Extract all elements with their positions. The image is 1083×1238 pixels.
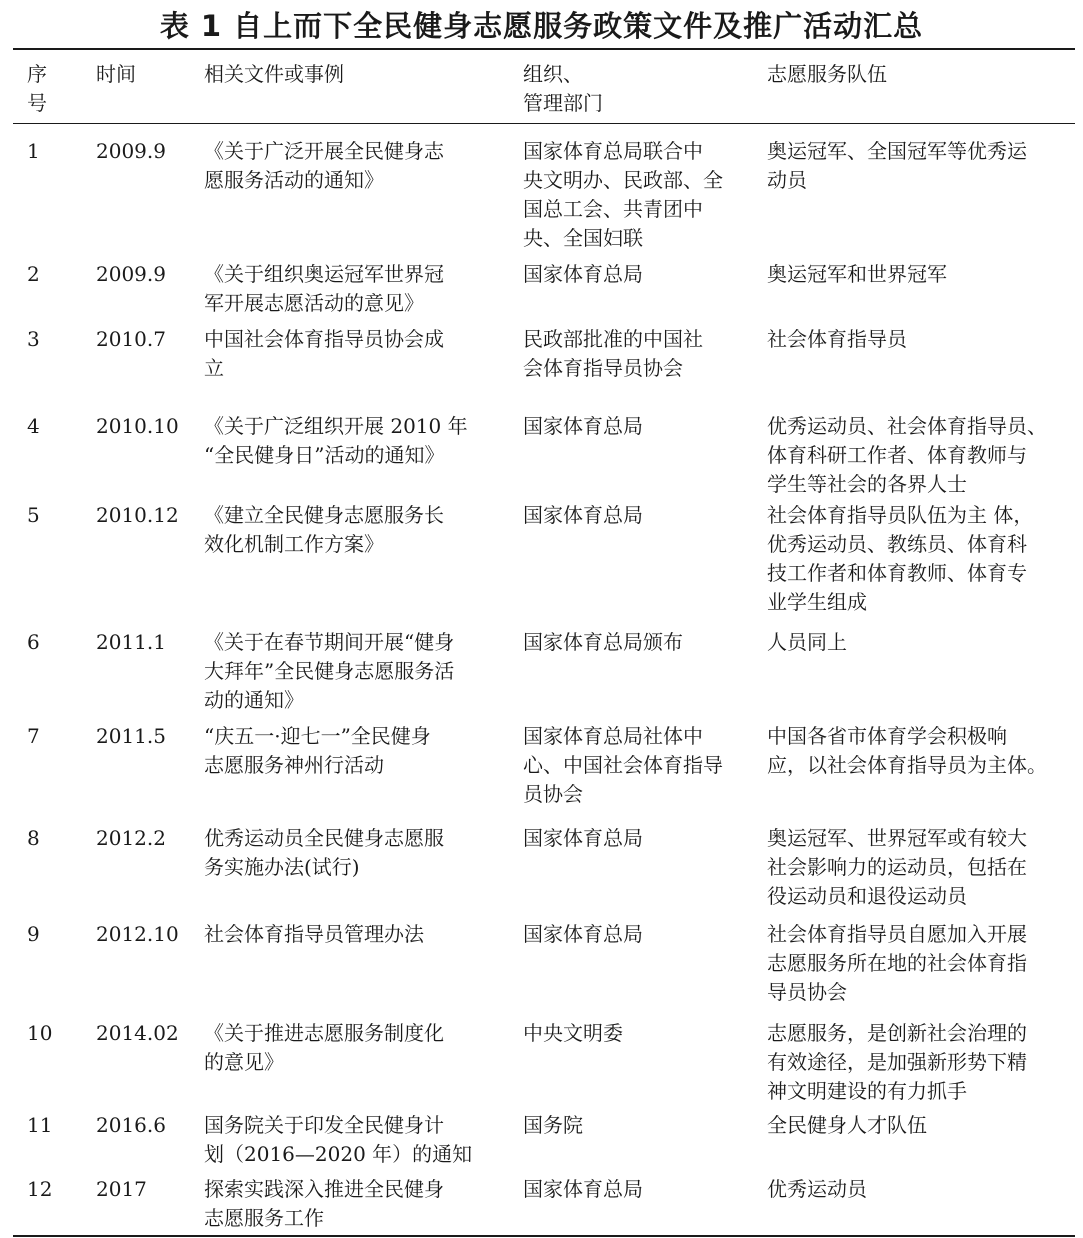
row-1-team [767, 137, 1072, 195]
row-10-org [523, 1019, 748, 1048]
cell-line: “庆五一·迎七一”全民健身 [204, 724, 431, 748]
cell-line: 社会影响力的运动员，包括在 [767, 855, 1027, 879]
cell-line: 务实施办法(试行) [204, 855, 360, 879]
cell-line: 人员同上 [767, 630, 847, 654]
cell-line: 《建立全民健身志愿服务长 [204, 503, 444, 527]
row-1-org [523, 137, 748, 253]
row-5-time [96, 501, 196, 530]
cell-line: 业学生组成 [767, 590, 867, 614]
row-12-org [523, 1175, 748, 1204]
row-9-org [523, 920, 748, 949]
cell-line: 优秀运动员、社会体育指导员、 [767, 414, 1047, 438]
row-9-team [767, 920, 1072, 1007]
cell-line: 社会体育指导员自愿加入开展 [767, 922, 1027, 946]
cell-line: 社会体育指导员管理办法 [204, 922, 424, 946]
cell-line: 2012.2 [96, 826, 166, 850]
row-10-doc [204, 1019, 504, 1077]
cell-line: 8 [27, 826, 40, 850]
cell-line: 2017 [96, 1177, 147, 1201]
row-9-time [96, 920, 196, 949]
cell-line: 2 [27, 262, 40, 286]
cell-line: 民政部批准的中国社 [523, 327, 703, 351]
cell-line: 志愿服务工作 [204, 1206, 324, 1230]
header-num [27, 60, 82, 118]
row-8-time [96, 824, 196, 853]
cell-line: 时间 [96, 62, 136, 86]
cell-line: 军开展志愿活动的意见》 [204, 291, 424, 315]
row-3-num [27, 325, 82, 354]
row-1-doc [204, 137, 504, 195]
cell-line: 2012.10 [96, 922, 179, 946]
bottom-rule [13, 1235, 1075, 1237]
row-3-team [767, 325, 1072, 354]
row-5-org [523, 501, 748, 530]
cell-line: 社会体育指导员队伍为主 体， [767, 503, 1034, 527]
cell-line: 心、中国社会体育指导 [523, 753, 723, 777]
row-7-doc [204, 722, 504, 780]
row-9-num [27, 920, 82, 949]
row-9-doc [204, 920, 504, 949]
cell-line: 中国社会体育指导员协会成 [204, 327, 444, 351]
cell-line: 国家体育总局社体中 [523, 724, 703, 748]
cell-line: 国家体育总局联合中 [523, 139, 703, 163]
cell-line: 组织、 [523, 62, 583, 86]
row-11-num [27, 1111, 82, 1140]
cell-line: 2010.12 [96, 503, 179, 527]
row-10-time [96, 1019, 196, 1048]
cell-line: 中国各省市体育学会积极响 [767, 724, 1007, 748]
cell-line: 《关于在春节期间开展“健身 [204, 630, 455, 654]
cell-line: 奥运冠军和世界冠军 [767, 262, 947, 286]
cell-line: 的意见》 [204, 1050, 284, 1074]
cell-line: 志愿服务队伍 [767, 62, 887, 86]
cell-line: 序 [27, 62, 47, 86]
cell-line: 2009.9 [96, 139, 166, 163]
cell-line: 《关于广泛开展全民健身志 [204, 139, 444, 163]
cell-line: 2011.1 [96, 630, 166, 654]
row-2-time [96, 260, 196, 289]
cell-line: 2009.9 [96, 262, 166, 286]
cell-line: 国总工会、共青团中 [523, 197, 703, 221]
row-11-org [523, 1111, 748, 1140]
cell-line: 会体育指导员协会 [523, 356, 683, 380]
cell-line: 志愿服务神州行活动 [204, 753, 384, 777]
row-4-time [96, 412, 196, 441]
cell-line: 国家体育总局 [523, 1177, 643, 1201]
cell-line: 志愿服务所在地的社会体育指 [767, 951, 1027, 975]
row-11-team [767, 1111, 1072, 1140]
cell-line: 2014.02 [96, 1021, 179, 1045]
cell-line: 央、全国妇联 [523, 226, 643, 250]
cell-line: 《关于广泛组织开展 2010 年 [204, 414, 468, 438]
cell-line: 役运动员和退役运动员 [767, 884, 967, 908]
row-12-team [767, 1175, 1072, 1204]
row-3-time [96, 325, 196, 354]
header-team [767, 60, 1072, 89]
cell-line: 国家体育总局 [523, 503, 643, 527]
cell-line: 动的通知》 [204, 688, 304, 712]
cell-line: 动员 [767, 168, 807, 192]
cell-line: 志愿服务，是创新社会治理的 [767, 1021, 1027, 1045]
row-12-time [96, 1175, 196, 1204]
cell-line: 奥运冠军、世界冠军或有较大 [767, 826, 1027, 850]
table-title: 表 1 自上而下全民健身志愿服务政策文件及推广活动汇总 [159, 9, 924, 43]
cell-line: 9 [27, 922, 40, 946]
cell-line: 优秀运动员全民健身志愿服 [204, 826, 444, 850]
cell-line: 相关文件或事例 [204, 62, 344, 86]
cell-line: 全民健身人才队伍 [767, 1113, 927, 1137]
cell-line: 央文明办、民政部、全 [523, 168, 723, 192]
cell-line: 国家体育总局 [523, 922, 643, 946]
cell-line: 技工作者和体育教师、体育专 [767, 561, 1027, 585]
header-doc [204, 60, 504, 89]
row-7-num [27, 722, 82, 751]
cell-line: 优秀运动员、教练员、体育科 [767, 532, 1027, 556]
row-2-num [27, 260, 82, 289]
row-4-team [767, 412, 1072, 499]
cell-line: 国家体育总局颁布 [523, 630, 683, 654]
cell-line: 12 [27, 1177, 53, 1201]
row-6-num [27, 628, 82, 657]
row-4-num [27, 412, 82, 441]
cell-line: 立 [204, 356, 224, 380]
row-5-doc [204, 501, 504, 559]
cell-line: 愿服务活动的通知》 [204, 168, 384, 192]
cell-line: 优秀运动员 [767, 1177, 867, 1201]
row-1-num [27, 137, 82, 166]
cell-line: 应，以社会体育指导员为主体。 [767, 753, 1047, 777]
cell-line: 5 [27, 503, 40, 527]
cell-line: 管理部门 [523, 91, 603, 115]
row-4-org [523, 412, 748, 441]
cell-line: 国家体育总局 [523, 826, 643, 850]
cell-line: 奥运冠军、全国冠军等优秀运 [767, 139, 1027, 163]
cell-line: 2010.7 [96, 327, 166, 351]
cell-line: 国务院关于印发全民健身计 [204, 1113, 444, 1137]
header-time [96, 60, 196, 89]
cell-line: 导员协会 [767, 980, 847, 1004]
row-6-doc [204, 628, 504, 715]
header-rule [13, 123, 1075, 124]
cell-line: 中央文明委 [523, 1021, 623, 1045]
cell-line: 2010.10 [96, 414, 179, 438]
row-8-team [767, 824, 1072, 911]
row-3-doc [204, 325, 504, 383]
cell-line: 国家体育总局 [523, 262, 643, 286]
cell-line: 2016.6 [96, 1113, 166, 1137]
cell-line: “全民健身日”活动的通知》 [204, 443, 445, 467]
row-5-team [767, 501, 1072, 617]
cell-line: 国家体育总局 [523, 414, 643, 438]
cell-line: 4 [27, 414, 40, 438]
cell-line: 探索实践深入推进全民健身 [204, 1177, 444, 1201]
cell-line: 10 [27, 1021, 53, 1045]
cell-line: 社会体育指导员 [767, 327, 907, 351]
row-6-org [523, 628, 748, 657]
row-4-doc [204, 412, 504, 470]
row-1-time [96, 137, 196, 166]
row-10-num [27, 1019, 82, 1048]
cell-line: 大拜年”全民健身志愿服务活 [204, 659, 455, 683]
row-2-doc [204, 260, 504, 318]
cell-line: 学生等社会的各界人士 [767, 472, 967, 496]
row-8-num [27, 824, 82, 853]
cell-line: 员协会 [523, 782, 583, 806]
cell-line: 2011.5 [96, 724, 166, 748]
row-3-org [523, 325, 748, 383]
cell-line: 国务院 [523, 1113, 583, 1137]
row-2-team [767, 260, 1072, 289]
row-5-num [27, 501, 82, 530]
cell-line: 7 [27, 724, 40, 748]
cell-line: 6 [27, 630, 40, 654]
row-7-time [96, 722, 196, 751]
row-6-team [767, 628, 1072, 657]
row-10-team [767, 1019, 1072, 1106]
cell-line: 《关于推进志愿服务制度化 [204, 1021, 444, 1045]
row-8-org [523, 824, 748, 853]
cell-line: 体育科研工作者、体育教师与 [767, 443, 1027, 467]
row-6-time [96, 628, 196, 657]
cell-line: 效化机制工作方案》 [204, 532, 384, 556]
cell-line: 3 [27, 327, 40, 351]
cell-line: 神文明建设的有力抓手 [767, 1079, 967, 1103]
row-7-org [523, 722, 748, 809]
cell-line: 号 [27, 91, 47, 115]
row-8-doc [204, 824, 504, 882]
top-rule [13, 48, 1075, 50]
cell-line: 1 [27, 139, 40, 163]
row-11-doc [204, 1111, 504, 1169]
row-12-num [27, 1175, 82, 1204]
row-7-team [767, 722, 1072, 780]
header-org [523, 60, 748, 118]
cell-line: 有效途径，是加强新形势下精 [767, 1050, 1027, 1074]
row-11-time [96, 1111, 196, 1140]
cell-line: 《关于组织奥运冠军世界冠 [204, 262, 444, 286]
row-2-org [523, 260, 748, 289]
cell-line: 11 [27, 1113, 53, 1137]
cell-line: 划（2016—2020 年）的通知 [204, 1142, 473, 1166]
row-12-doc [204, 1175, 504, 1233]
